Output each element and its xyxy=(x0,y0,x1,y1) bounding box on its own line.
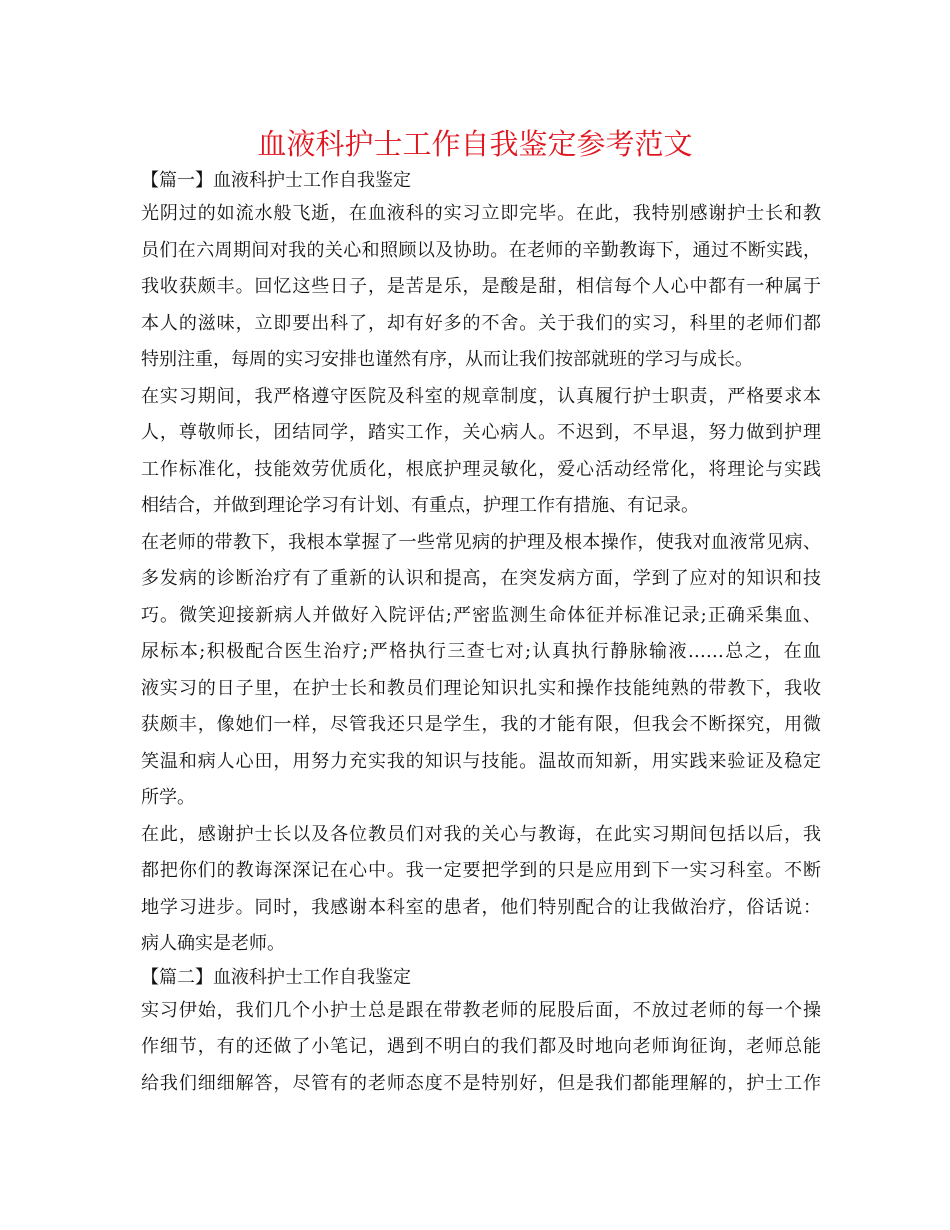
paragraph-line: 人，尊敬师长，团结同学，踏实工作，关心病人。不迟到，不早退，努力做到护理 xyxy=(141,422,821,443)
paragraph-line: 本人的滋味，立即要出科了，却有好多的不舍。关于我们的实习，科里的老师们都 xyxy=(141,312,821,334)
document-title: 血液科护士工作自我鉴定参考范文 xyxy=(257,127,693,161)
paragraph-line: 多发病的诊断治疗有了重新的认识和提高，在突发病方面，学到了应对的知识和技 xyxy=(141,568,821,589)
paragraph-line: 在实习期间，我严格遵守医院及科室的规章制度，认真履行护士职责，严格要求本 xyxy=(141,385,821,407)
paragraph-line: 相结合，并做到理论学习有计划、有重点，护理工作有措施、有记录。 xyxy=(141,495,699,516)
paragraph-line: 作细节，有的还做了小笔记，遇到不明白的我们都及时地向老师询征询，老师总能 xyxy=(141,1036,821,1057)
paragraph-line: 所学。 xyxy=(141,787,195,808)
paragraph-line: 特别注重，每周的实习安排也谨然有序，从而让我们按部就班的学习与成长。 xyxy=(141,349,753,370)
paragraph-line: 液实习的日子里，在护士长和教员们理论知识扎实和操作技能纯熟的带教下，我收 xyxy=(141,677,821,699)
paragraph-line: 光阴过的如流水般飞逝，在血液科的实习立即完毕。在此，我特别感谢护士长和教 xyxy=(141,203,821,224)
paragraph-line: 病人确实是老师。 xyxy=(141,933,285,954)
paragraph-line: 员们在六周期间对我的关心和照顾以及协助。在老师的辛勤教诲下，通过不断实践， xyxy=(141,239,821,261)
paragraph-line: 笑温和病人心田，用努力充实我的知识与技能。温故而知新，用实践来验证及稳定 xyxy=(141,750,821,772)
section-heading: 【篇一】血液科护士工作自我鉴定 xyxy=(141,170,411,191)
paragraph-line: 实习伊始，我们几个小护士总是跟在带教老师的屁股后面，不放过老师的每一个操 xyxy=(141,999,821,1021)
paragraph-line: 获颇丰，像她们一样，尽管我还只是学生，我的才能有限，但我会不断探究，用微 xyxy=(141,714,821,735)
paragraph-line: 都把你们的教诲深深记在心中。我一定要把学到的只是应用到下一实习科室。不断 xyxy=(141,860,821,881)
paragraph-line: 我收获颇丰。回忆这些日子，是苦是乐，是酸是甜，相信每个人心中都有一种属于 xyxy=(141,276,821,297)
paragraph-line: 在此，感谢护士长以及各位教员们对我的关心与教诲，在此实习期间包括以后，我 xyxy=(141,823,821,845)
paragraph-line: 在老师的带教下，我根本掌握了一些常见病的护理及根本操作，使我对血液常见病、 xyxy=(141,531,821,553)
paragraph-line: 给我们细细解答，尽管有的老师态度不是特别好，但是我们都能理解的，护士工作 xyxy=(141,1072,821,1094)
section-heading: 【篇二】血液科护士工作自我鉴定 xyxy=(141,966,411,988)
paragraph-line: 巧。微笑迎接新病人并做好入院评估;严密监测生命体征并标准记录;正确采集血、 xyxy=(141,604,821,626)
paragraph-line: 地学习进步。同时，我感谢本科室的患者，他们特别配合的让我做治疗，俗话说： xyxy=(141,896,821,918)
paragraph-line: 工作标准化，技能效劳优质化，根底护理灵敏化，爱心活动经常化，将理论与实践 xyxy=(141,458,821,480)
paragraph-line: 尿标本;积极配合医生治疗;严格执行三查七对;认真执行静脉输液……总之，在血 xyxy=(141,641,821,662)
document-body xyxy=(141,166,821,1102)
